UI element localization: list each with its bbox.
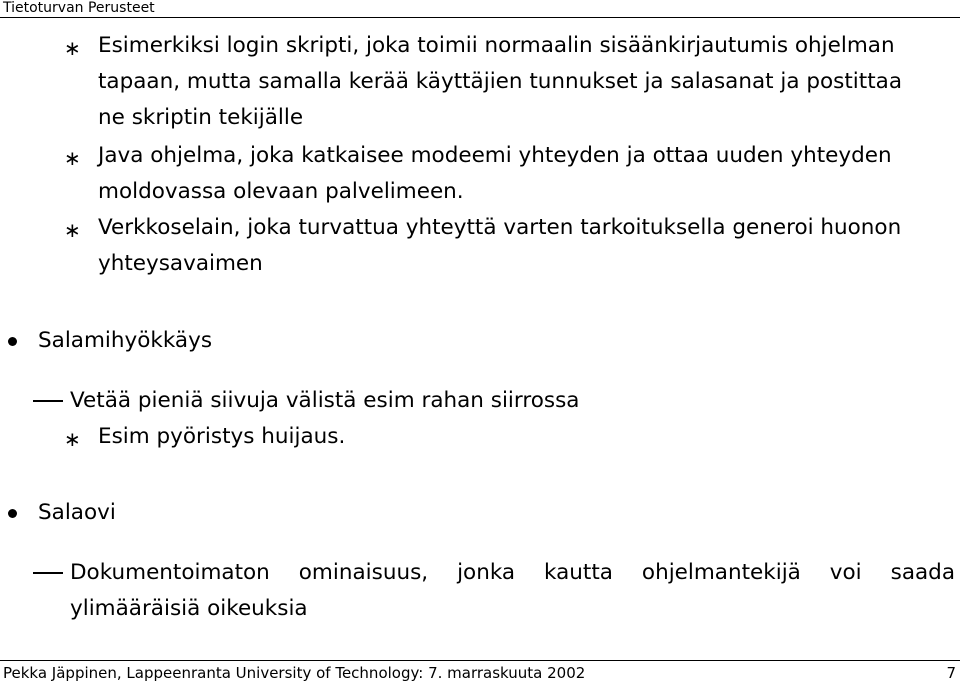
header-rule [0, 17, 960, 18]
salaovi-dash-line-1: Dokumentoimaton ominaisuus, jonka kautta ohjelmantekijä voi saada [70, 560, 955, 585]
page-number: 7 [946, 664, 956, 682]
intro-item-1-line-1: Esimerkiksi login skripti, joka toimii normaalin sisäänkirjautumis ohjelman [98, 33, 895, 58]
bullet-label-salaovi: Salaovi [38, 500, 116, 525]
footer-rule [0, 660, 960, 661]
salamihyokkays-dash-line: Vetää pieniä siivuja välistä esim rahan siirrossa [70, 388, 580, 413]
intro-item-3-line-2: yhteysavaimen [98, 251, 263, 276]
intro-item-2-line-2: moldovassa olevaan palvelimeen. [98, 179, 464, 204]
asterisk-marker: ∗ [64, 427, 81, 451]
intro-item-1-line-2: tapaan, mutta samalla kerää käyttäjien tunnukset ja salasanat ja postittaa [98, 69, 902, 94]
salamihyokkays-star-line: Esim pyöristys huijaus. [98, 424, 346, 449]
bullet-label-salamihyokkays: Salamihyökkäys [38, 328, 213, 353]
bullet-dot [8, 509, 17, 518]
slide-header-title: Tietoturvan Perusteet [3, 0, 155, 16]
dash-marker [33, 400, 63, 402]
bullet-dot [8, 337, 17, 346]
intro-item-1-line-3: ne skriptin tekijälle [98, 105, 304, 130]
intro-item-2-line-1: Java ohjelma, joka katkaisee modeemi yhteyden ja ottaa uuden yhteyden [98, 143, 892, 168]
salaovi-dash-line-2: ylimääräisiä oikeuksia [70, 596, 308, 621]
dash-marker [33, 572, 63, 574]
footer-credit: Pekka Jäppinen, Lappeenranta University of Technology: 7. marraskuuta 2002 [3, 664, 586, 682]
asterisk-marker: ∗ [64, 146, 81, 170]
asterisk-marker: ∗ [64, 218, 81, 242]
intro-item-3-line-1: Verkkoselain, joka turvattua yhteyttä varten tarkoituksella generoi huonon [98, 215, 902, 240]
asterisk-marker: ∗ [64, 36, 81, 60]
